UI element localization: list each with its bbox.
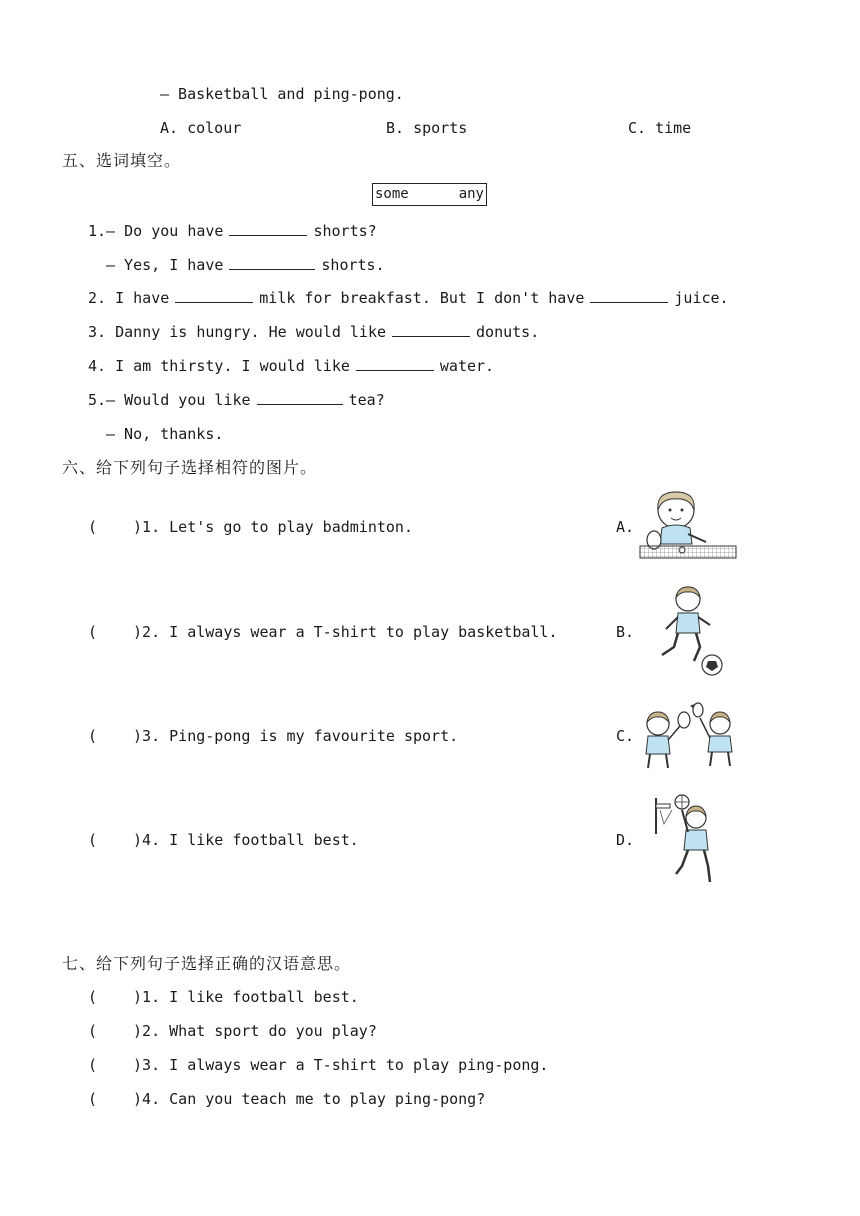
- s6-letter-d: D.: [616, 831, 635, 849]
- word-any: any: [458, 186, 484, 202]
- section5-heading: 五、选词填空。: [62, 151, 182, 170]
- answer-slot[interactable]: [103, 1090, 127, 1104]
- s5-item3: 3. Danny is hungry. He would like donuts.: [88, 323, 540, 341]
- blank[interactable]: [229, 221, 307, 236]
- section6-heading: 六、给下列句子选择相符的图片。: [62, 458, 318, 477]
- word-box: [372, 183, 487, 206]
- s5-item4: 4. I am thirsty. I would like water.: [88, 357, 495, 375]
- badminton-picture: [638, 700, 740, 772]
- s6-letter-a: A.: [616, 518, 635, 536]
- blank[interactable]: [590, 288, 668, 303]
- s6-letter-c: C.: [616, 727, 635, 745]
- s7-item3: ( )3. I always wear a T-shirt to play ping-pong.: [88, 1056, 549, 1074]
- s6-item4: ( )4. I like football best.: [88, 831, 359, 849]
- answer-slot[interactable]: [103, 727, 127, 741]
- s6-item2: ( )2. I always wear a T-shirt to play basketball.: [88, 623, 558, 641]
- blank[interactable]: [392, 322, 470, 337]
- s5-item5-reply: — No, thanks.: [106, 425, 224, 443]
- s6-letter-b: B.: [616, 623, 635, 641]
- word-some: some: [375, 186, 409, 202]
- option-b: B. sports: [386, 119, 468, 137]
- answer-line: — Basketball and ping-pong.: [160, 85, 404, 103]
- s5-item1-reply: — Yes, I have shorts.: [106, 256, 385, 274]
- s7-item2: ( )2. What sport do you play?: [88, 1022, 377, 1040]
- s6-item3: ( )3. Ping-pong is my favourite sport.: [88, 727, 459, 745]
- s7-item4: ( )4. Can you teach me to play ping-pong?: [88, 1090, 486, 1108]
- option-a: A. colour: [160, 119, 242, 137]
- blank[interactable]: [257, 390, 343, 405]
- blank[interactable]: [175, 288, 253, 303]
- answer-slot[interactable]: [103, 831, 127, 845]
- answer-slot[interactable]: [103, 988, 127, 1002]
- s5-item1: 1.— Do you have shorts?: [88, 222, 377, 240]
- boy-football-picture: [652, 585, 728, 679]
- answer-slot[interactable]: [103, 518, 127, 532]
- s6-item1: ( )1. Let's go to play badminton.: [88, 518, 413, 536]
- girl-ping-pong-picture: [636, 488, 740, 560]
- answer-slot[interactable]: [103, 623, 127, 637]
- blank[interactable]: [229, 255, 315, 270]
- s5-item5: 5.— Would you like tea?: [88, 391, 385, 409]
- option-c: C. time: [628, 119, 692, 137]
- blank[interactable]: [356, 356, 434, 371]
- s7-item1: ( )1. I like football best.: [88, 988, 359, 1006]
- answer-slot[interactable]: [103, 1056, 127, 1070]
- answer-slot[interactable]: [103, 1022, 127, 1036]
- section7-heading: 七、给下列句子选择正确的汉语意思。: [62, 954, 352, 973]
- basketball-picture: [652, 794, 724, 888]
- s5-item2: 2. I have milk for breakfast. But I don't have juice.: [88, 289, 729, 307]
